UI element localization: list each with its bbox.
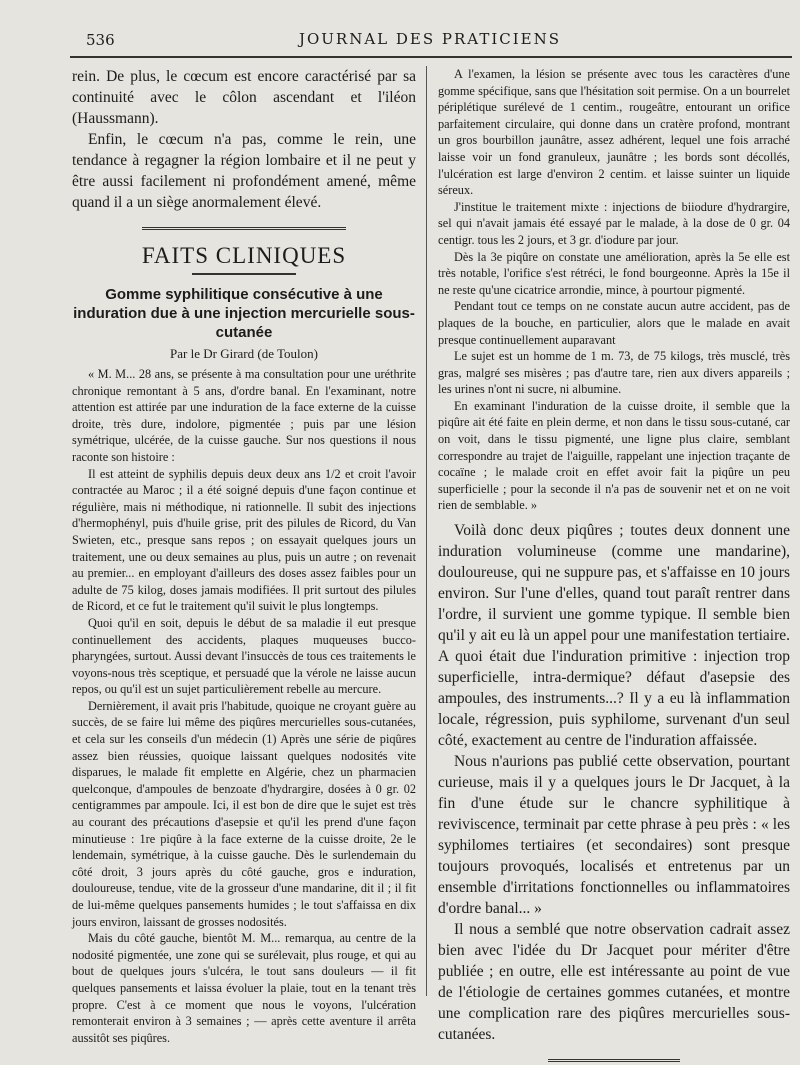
left-column	[72, 66, 416, 1045]
observation-paragraph: Pendant tout ce temps on ne constate aucun autre accident, pas de plaques de la bouche, en particulier, alors que le malade en avait presque continuellement auparavant	[438, 299, 790, 347]
column-divider	[426, 66, 427, 996]
page-header	[70, 26, 790, 54]
section-underline	[192, 273, 296, 275]
article-title: Gomme syphilitique consécutive à une induration due à une injection mercurielle sous-cutanée	[73, 286, 415, 341]
journal-title: JOURNAL DES PRATICIENS	[298, 30, 562, 48]
byline: Par le Dr Girard (de Toulon)	[170, 346, 318, 361]
header-rule	[70, 56, 792, 58]
observation-paragraph: Dès la 3e piqûre on constate une amélioration, après la 5e elle est très notable, l'orifice s'est rétréci, le fond bourgeonne. Après la 15e il ne reste qu'une cicatrice arrondie, mince, à pourtour pigmenté.	[438, 249, 790, 297]
body-paragraph: Quoi qu'il en soit, depuis le début de sa maladie il eut presque continuellement des accidents, plaques muqueuses bucco-pharyngées, surtout. Aussi devant l'insuccès de tous ces traitements le voyons-nous très sceptique, et persuadé que la vérole ne laisse aucun repos, ou qu'il est un sujet particulièrement rebelle au mercure.	[72, 615, 416, 697]
observation-paragraph: Le sujet est un homme de 1 m. 73, de 75 kilogs, très musclé, très gras, malgré ses misères ; pas d'autre tare, rien aux divers appareils ; les urines n'ont ni sucre, ni albumine.	[438, 349, 790, 397]
observation-paragraph: A l'examen, la lésion se présente avec tous les caractères d'une gomme spécifique, sans que l'hésitation soit permise. On a un bourrelet périplétique surélevé de 1 centim., rougeâtre, entourant un orifice parfaitement circulaire, qui donne dans un cratère profond, montrant un gros bourbillon jaunâtre, assez adhérent, lequel une fois arraché laisse voir un fond granuleux, jaunâtre ; les bords sont décollés, l'ulcération est large d'environ 2 centim. et laisse suinter un liquide séreux.	[438, 67, 790, 198]
observation-paragraph: J'institue le traitement mixte : injections de biiodure d'hydrargire, sel qui n'avait jamais été essayé par le malade, à la dose de 0 gr. 04 centigr. tous les 2 jours, et 3 gr. d'iodure par jour.	[438, 199, 790, 247]
commentary-paragraph: Il nous a semblé que notre observation cadrait assez bien avec l'idée du Dr Jacquet pour mériter d'être publiée ; en outre, elle est intéressante au point de vue de l'étiologie de certaines gommes cutanées, et montre une complication rare des piqûres mercurielles sous-cutanées.	[438, 921, 790, 1044]
commentary-paragraph: Nous n'aurions pas publié cette observation, pourtant curieuse, mais il y a quelques jours le Dr Jacquet, à la fin d'une étude sur le chancre syphilitique à reviviscence, terminait par cette phrase à peu près : « les syphilomes tertiaires (et secondaires) sont presque toujours provoqués, localisés et entretenus par un ensemble d'irritations fonctionnelles ou inflammatoires d'ordre banal... »	[438, 753, 790, 918]
page-number: 536	[86, 31, 115, 49]
observation-paragraph: En examinant l'induration de la cuisse droite, il semble que la piqûre ait été faite en plein derme, et non dans le tissu sous-cutané, car on voit, dans le tissu pigmenté, une ligne plus claire, semblant correspondre au trajet de l'aiguille, rappelant une injection traçante de cocaïne ; le malade croit en effet avoir fait la piqûre un peu superficielle ; pour la seconde il n'a pas de souvenir net et on ne voit rien de semblable. »	[438, 398, 790, 513]
body-paragraph: Dernièrement, il avait pris l'habitude, quoique ne croyant guère au succès, de se faire lui même des piqûres mercurielles sous-cutanées, et cela sur les conseils d'un médecin (1) Après une série de piqûres assez bien réussies, quoique laissant quelques nodosités vite disparues, le malade fit emplette en Algérie, chez un pharmacien quelconque, d'ampoules de benzoate d'hydrargire, dosées à 0 gr. 02 centigrammes par ampoule. Ici, il est bon de dire que le sujet est très au courant des précautions d'asepsie et qu'il les prend d'une façon minutieuse : 1re piqûre à la face externe de la cuisse droite, 2e le lendemain, symétrique, à la cuisse gauche. Dès le surlendemain du côté droit, 3 jours après du côté gauche, gros e induration, douloureuse, tendue, vite de la grosseur d'une mandarine, dit il ; il fit de lui-même quelques pansements humides ; le tout s'affaissa en dix jours environ, laissant de grosses nodosités.	[72, 698, 416, 929]
end-rule	[548, 1059, 680, 1065]
body-paragraph: « M. M... 28 ans, se présente à ma consultation pour une uréthrite chronique remontant à 5 ans, d'ordre banal. En l'examinant, notre attention est attirée par une induration de la face externe de la cuisse droite, très dure, indolore, pigmentée ; puis par une lésion symétrique, ulcérée, de la cuisse gauche. Sur nos questions il nous raconte son histoire :	[72, 367, 416, 464]
section-rule	[142, 227, 346, 233]
commentary-paragraph: Voilà donc deux piqûres ; toutes deux donnent une induration volumineuse (comme une mandarine), douloureuse, qui ne suppure pas, et s'affaisse en 10 jours environ. Sur l'une d'elles, quand tout paraît rentrer dans l'ordre, il survient une gomme typique. Il semble bien qu'il y ait eu là un appel pour une manifestation tertiaire. A quoi était due l'induration primitive : injection trop superficielle, intra-dermique? défaut d'asepsie des ampoules, des instruments...? Il y a eu là inflammation locale, régression, puis syphilome, survenant d'un seul côté, exactement au centre de l'induration affaissée.	[438, 522, 790, 750]
body-paragraph: Mais du côté gauche, bientôt M. M... remarqua, au centre de la nodosité pigmentée, une zone qui se surélevait, plus rouge, et qui au bout de quelques jours s'ulcéra, le tout sans douleurs — il fit quelques pansements et laissa évoluer la plaie, tout en la tenant très propre. C'est à ce moment que nous le voyons, l'ulcération remonterait environ à 3 semaines ; — après cette aventure il arrêta aussitôt ses piqûres.	[72, 931, 416, 1045]
intro-paragraph: Enfin, le cœcum n'a pas, comme le rein, une tendance à regagner la région lombaire et il ne peut y être aussi facilement ni profondément amené, même quand il a un siège anormalement élevé.	[72, 131, 416, 211]
body-paragraph: Il est atteint de syphilis depuis deux deux ans 1/2 et croit l'avoir contractée au Maroc ; il a été soigné depuis d'une façon continue et régulière, mais ni méthodique, ni rationnelle. Il subit des injections d'hermophényl, puis d'huile grise, prit des pilules de Ricord, du Van Swieten, etc., presque sans repos ; on essayait quelques jours un traitement, une ou deux semaines au plus, puis un autre ; on revenait au premier... en employant d'ailleurs des doses assez faibles pour un adulte de 75 kilog, doses jamais modifiées. Il prit surtout des pilules de Ricord, et ce fut le traitement qu'il suivit le plus longtemps.	[72, 466, 416, 614]
right-column	[438, 66, 790, 1044]
intro-paragraph: rein. De plus, le cœcum est encore caractérisé par sa continuité avec le côlon ascendant et l'iléon (Haussmann).	[72, 68, 416, 127]
section-title: FAITS CLINIQUES	[141, 243, 347, 268]
